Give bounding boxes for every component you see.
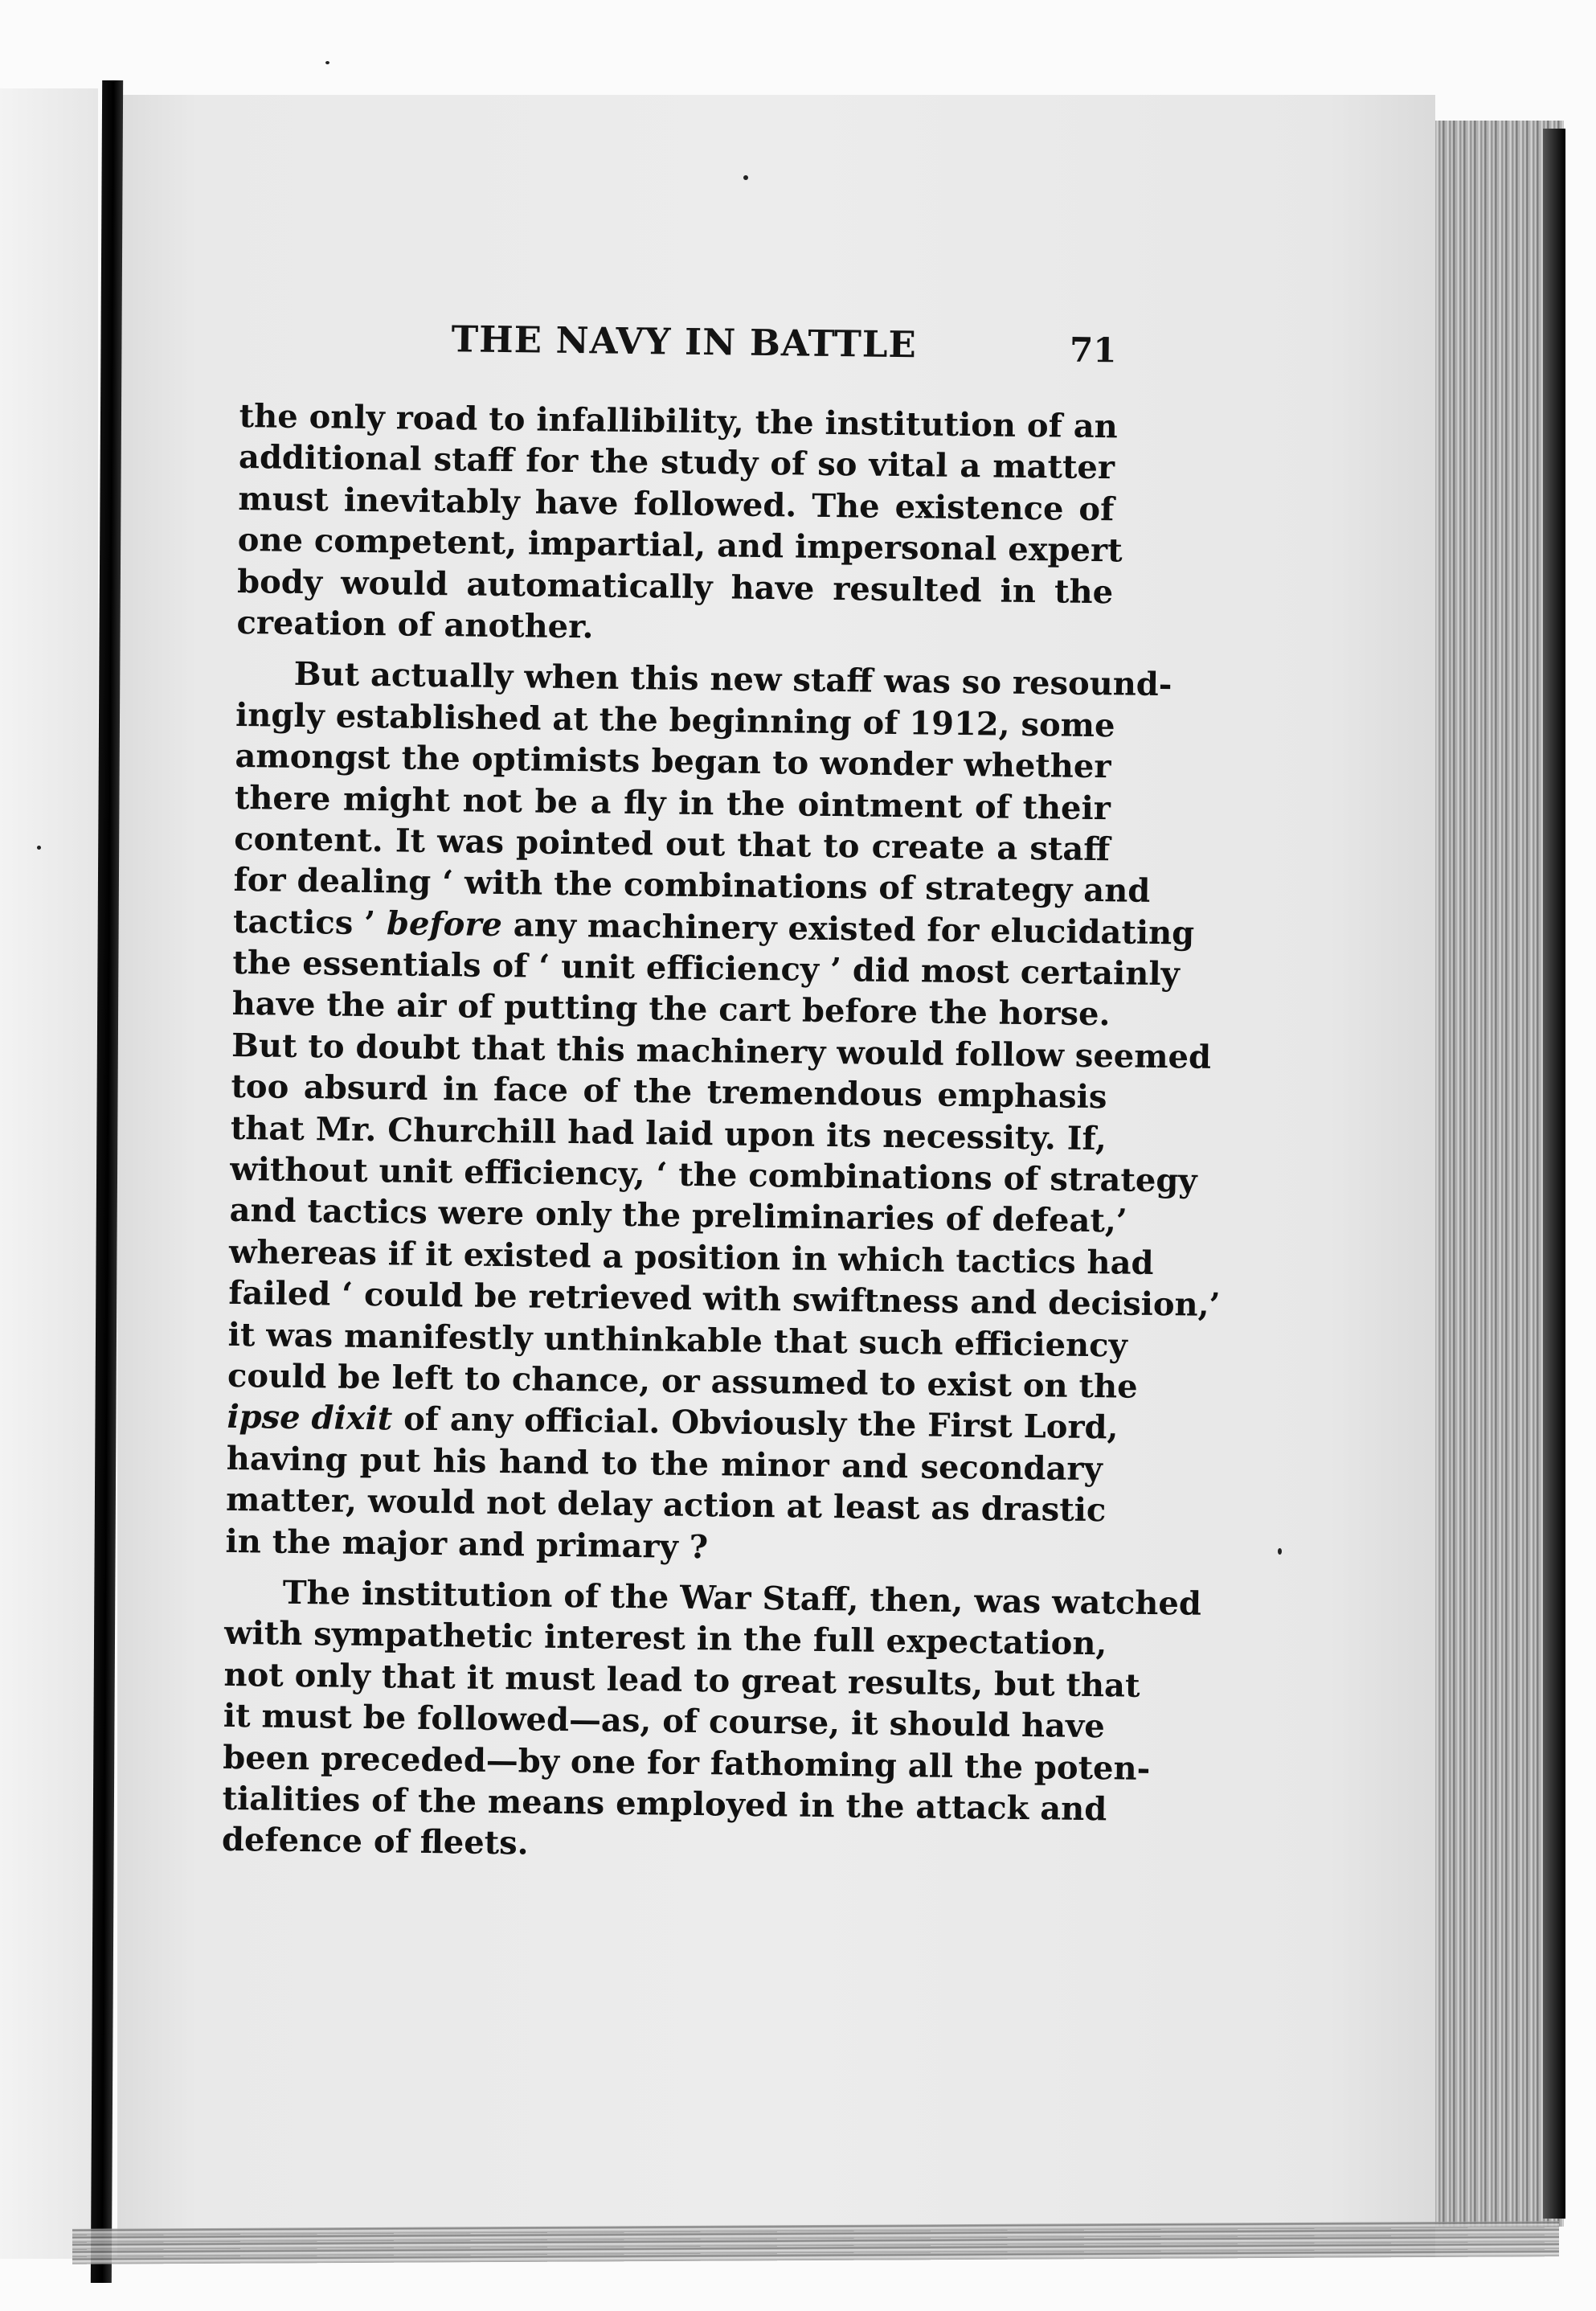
text-run: any machinery existed for elucidating [501,905,1195,953]
text-run: tactics ’ [232,902,387,942]
text-run: matter, would not delay action at least as drastic [225,1481,1107,1530]
text-run: been preceded—by one for fathoming all the poten- [223,1738,1151,1788]
text-run: it was manifestly unthinkable that such efficiency [227,1315,1128,1365]
cover-edge [1543,129,1565,2219]
text-run: defence of fleets. [221,1821,529,1862]
text-run: that Mr. Churchill had laid upon its necessity. If, [230,1108,1107,1158]
text-run: body would automatically have resulted in the [236,562,1114,611]
page-bottom-edge [72,2221,1559,2264]
text-run: for dealing ‘ with the combinations of strategy and [233,861,1151,911]
text-run: must inevitably have followed. The existence of [238,479,1115,529]
text-run: and tactics were only the preliminaries of defeat,’ [229,1191,1128,1240]
text-run: with sympathetic interest in the full expectation, [223,1614,1107,1663]
text-run: too absurd in face of the tremendous emphasis [231,1067,1107,1117]
italic-text: ipse dixit [227,1398,393,1438]
text-run: without unit efficiency, ‘ the combinations of strategy [229,1149,1197,1200]
text-run: tialities of the means employed in the attack and [222,1779,1107,1829]
italic-text: before [386,904,503,944]
text-run: content. It was pointed out that to create a staff [233,819,1111,869]
text-run: additional staff for the study of so vital a matter [238,438,1115,487]
dust-speck [743,175,748,180]
text-run: ingly established at the beginning of 1912, some [235,695,1115,745]
running-head: THE NAVY IN BATTLE [451,318,918,367]
page-number: 71 [1069,330,1117,371]
dust-speck [37,846,41,850]
text-run: could be left to chance, or assumed to exist on the [227,1356,1138,1406]
text-run: The institution of the War Staff, then, was watched [282,1573,1202,1623]
text-run: there might not be a fly in the ointment of their [234,778,1111,827]
text-run: But to doubt that this machinery would follow seemed [231,1026,1212,1076]
paragraph [225,653,1221,1572]
text-run: the essentials of ‘ unit efficiency ’ did most certainly [232,944,1181,994]
text-run: not only that it must lead to great results, but that [223,1655,1140,1705]
left-facing-page [0,88,98,2259]
paragraph [221,1571,1202,1871]
text-run: the only road to infallibility, the institution of an [239,396,1119,446]
text-run: having put his hand to the minor and secondary [226,1439,1103,1488]
text-run: creation of another. [236,603,594,646]
text-run: failed ‘ could be retrieved with swiftness and decision,’ [228,1274,1221,1325]
dust-speck [325,61,329,64]
dust-speck [1278,1548,1282,1555]
text-run: whereas if it existed a position in which tactics had [228,1232,1154,1282]
body-text [221,395,1221,1871]
text-run: in the major and primary ? [225,1522,709,1566]
text-run: But actually when this new staff was so resound- [293,655,1172,704]
text-run: amongst the optimists began to wonder whether [235,737,1111,786]
paragraph [236,395,1123,654]
text-run: have the air of putting the cart before the horse. [231,985,1111,1034]
text-run: of any official. Obviously the First Lord, [391,1399,1119,1447]
page-header [240,315,1117,382]
text-run: one competent, impartial, and impersonal expert [237,521,1123,570]
text-run: it must be followed—as, of course, it should have [223,1696,1106,1746]
